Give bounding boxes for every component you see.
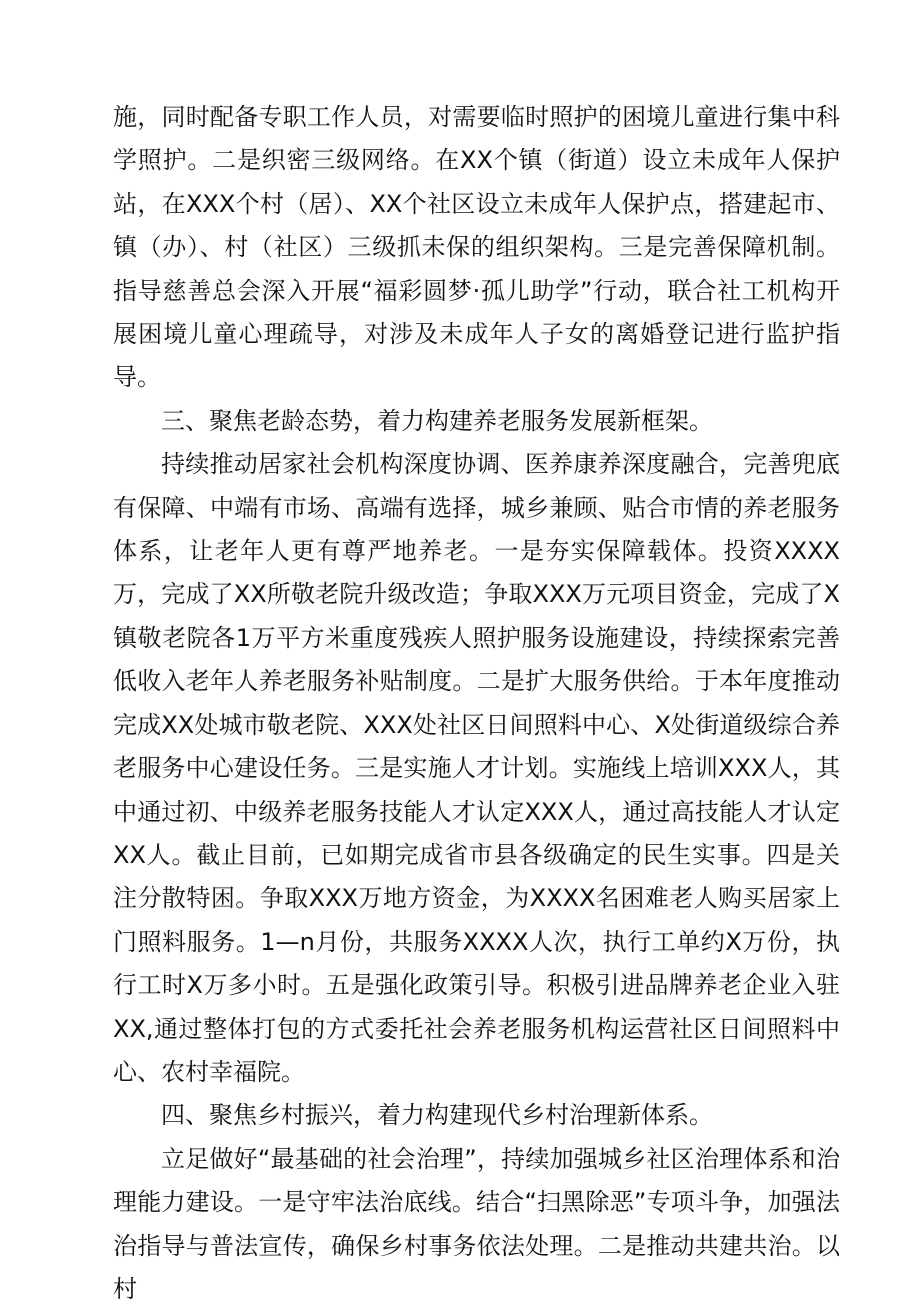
document-page xyxy=(113,96,840,1311)
section-heading-4: 四、聚焦乡村振兴，着力构建现代乡村治理新体系。 xyxy=(161,1101,713,1130)
body-paragraph-continued: 施，同时配备专职工作人员，对需要临时照护的困境儿童进行集中科学照护。二是织密三级网络。在XX个镇（街道）设立未成年人保护站，在XXX个村（居）、XX个社区设立未成年人保护点，搭建起市、镇（办）、村（社区）三级抓未保的组织架构。三是完善保障机制。指导慈善总会深入开展“福彩圆梦·孤儿助学”行动，联合社工机构开展困境儿童心理疏导，对涉及未成年人子女的离婚登记进行监护指导。 xyxy=(113,103,840,392)
body-paragraph-elderly-care: 持续推动居家社会机构深度协调、医养康养深度融合，完善兜底有保障、中端有市场、高端有选择，城乡兼顾、贴合市情的养老服务体系，让老年人更有尊严地养老。一是夯实保障载体。投资XXXX万，完成了XX所敬老院升级改造；争取XXX万元项目资金，完成了X镇敬老院各1万平方米重度残疾人照护服务设施建设，持续探索完善低收入老年人养老服务补贴制度。二是扩大服务供给。于本年度推动完成XX处城市敬老院、XXX处社区日间照料中心、X处街道级综合养老服务中心建设任务。三是实施人才计划。实施线上培训XXX人，其中通过初、中级养老服务技能人才认定XXX人，通过高技能人才认定XX人。截止目前，已如期完成省市县各级确定的民生实事。四是关注分散特困。争取XXX万地方资金，为XXXX名困难老人购买居家上门照料服务。1—n月份，共服务XXXX人次，执行工单约X万份，执行工时X万多小时。五是强化政策引导。积极引进品牌养老企业入驻XX,通过整体打包的方式委托社会养老服务机构运营社区日间照料中心、农村幸福院。 xyxy=(113,450,840,1086)
section-heading-3: 三、聚焦老龄态势，着力构建养老服务发展新框架。 xyxy=(161,406,713,435)
body-paragraph-rural-governance: 立足做好“最基础的社会治理”，持续加强城乡社区治理体系和治理能力建设。一是守牢法治底线。结合“扫黑除恶”专项斗争，加强法治指导与普法宣传，确保乡村事务依法处理。二是推动共建共治。以村 xyxy=(113,1144,840,1303)
